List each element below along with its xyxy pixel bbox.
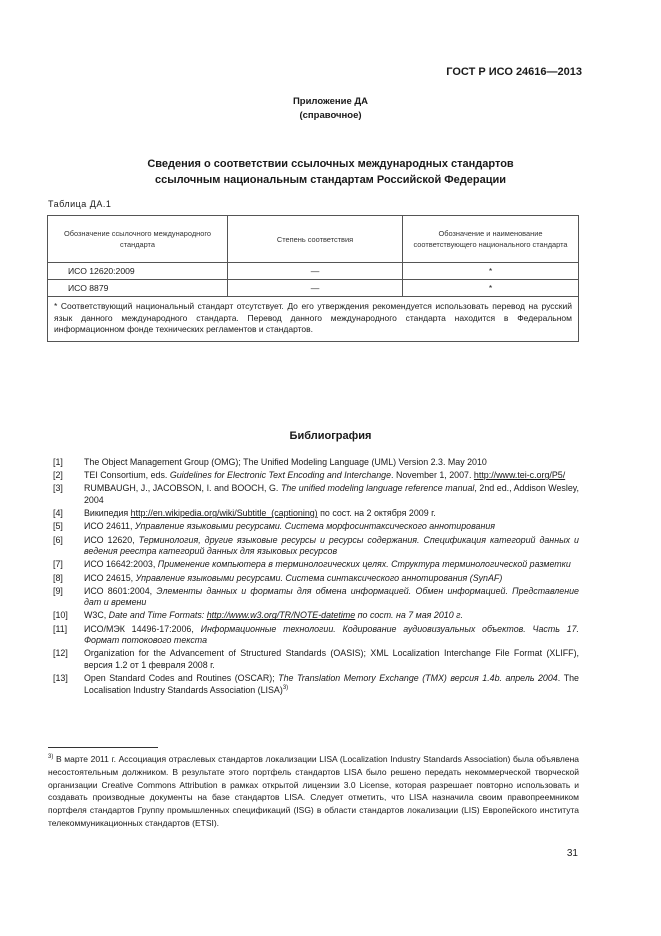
bibliography-text: The unified modeling language reference manual [280, 483, 475, 494]
header-degree-of-correspondence: Степень соответствия [228, 216, 403, 263]
table-cell: * [403, 263, 579, 280]
annex-heading [0, 95, 661, 123]
bibliography-entry-text [84, 586, 579, 609]
bibliography-entry-number: [3] [53, 483, 63, 494]
bibliography-entry-number: [1] [53, 457, 63, 467]
bibliography-entry-number: [10] [53, 610, 68, 621]
bibliography-entry-text [84, 470, 579, 482]
bibliography-text: The Translation Memory Exchange (TMX) версия 1.4b. апрель 2004 [278, 673, 558, 684]
bibliography-text: ИСО 24611, [84, 521, 135, 532]
bibliography-text: по сост. на 2 октября 2009 г. [317, 508, 436, 519]
bibliography-text: ИСО 8601:2004, [84, 585, 157, 596]
footnote-text: В марте 2011 г. Ассоциация отраслевых стандартов локализации LISA (Localization Industry Standards Association) была объявлена несостоятельным должником. В результате этого портфель стандартов LISA было решено передать некоммерческой творческой организации Creative Commons Attribution в рамках открытой лицензии 3.0 License, которая разрешает повторно использовать и создавать производные документы на базе стандартов LISA. Следует отметить, что LISA назначила своим правопреемником портфеля стандартов Группу промышленных спецификаций (ISG) в области стандартов локализации (LIS) Европейского института телекоммуникационных стандартов (ETSI). [48, 754, 579, 828]
annex-subtitle: (справочное) [299, 110, 362, 121]
bibliography-entry-text [84, 535, 579, 558]
section-title-line-2: ссылочным национальным стандартам Российской Федерации [154, 174, 507, 186]
bibliography-link[interactable]: http://en.wikipedia.org/wiki/Subtitle_(captioning) [130, 508, 318, 519]
bibliography-entry-text [84, 457, 579, 469]
bibliography-entry-number: [4] [53, 508, 63, 519]
table-cell: * [403, 280, 579, 297]
bibliography-entry [53, 508, 579, 520]
bibliography-entry [53, 573, 579, 585]
footnote-mark: 3) [48, 754, 54, 761]
bibliography-text: ИСО 16642:2003, [84, 559, 158, 570]
bibliography-entry [53, 648, 579, 671]
bibliography-text: Guidelines for Electronic Text Encoding and Interchange [169, 470, 392, 481]
bibliography-text: , 2nd ed., Addison Wesley, 2004 [84, 483, 580, 505]
table-label: Таблица ДА.1 [48, 199, 112, 209]
bibliography-entry-text [84, 648, 579, 671]
section-title-line-1: Сведения о соответствии ссылочных международных стандартов [147, 158, 514, 170]
bibliography-entry [53, 483, 579, 506]
table-row [48, 280, 579, 297]
bibliography-entry-text [84, 610, 579, 622]
table-note-row [48, 297, 579, 342]
bibliography-text: Date and Time Formats: [108, 610, 207, 621]
bibliography-entry [53, 559, 579, 571]
bibliography-link[interactable]: http://www.w3.org/TR/NOTE-datetime [206, 610, 356, 621]
bibliography-text: ИСО 24615, [84, 572, 136, 583]
bibliography-entry [53, 470, 579, 482]
bibliography-entry-text [84, 624, 579, 647]
page-number: 31 [566, 848, 578, 859]
bibliography-entry-number: [5] [53, 521, 63, 532]
bibliography-entry-number: [2] [53, 470, 63, 481]
bibliography-entry [53, 624, 579, 647]
footnote-separator [48, 747, 158, 748]
bibliography-text: Википедия [84, 508, 131, 519]
section-title [0, 156, 661, 188]
bibliography-list [53, 457, 579, 698]
bibliography-entry-number: [9] [53, 585, 63, 596]
table-header-row [48, 216, 579, 263]
footnote-reference: 3) [282, 684, 289, 691]
bibliography-entry-number: [8] [53, 572, 63, 583]
footnote [48, 753, 579, 830]
bibliography-entry [53, 610, 579, 622]
bibliography-text: Элементы данных и форматы для обмена информацией. Обмен информацией. Представление дат и времени [84, 585, 579, 608]
bibliography-entry [53, 457, 579, 469]
bibliography-text: RUMBAUGH, J., JACOBSON, I. and BOOCH, G. [84, 483, 281, 494]
bibliography-entry-number: [7] [53, 559, 63, 570]
bibliography-entry-text [84, 483, 579, 506]
bibliography-entry [53, 535, 579, 558]
bibliography-entry-number: [11] [53, 623, 68, 634]
table-cell: — [228, 280, 403, 297]
bibliography-text: Информационные технологии. Кодирование аудиовизуальных объектов. Часть 17. Формат потокового текста [84, 623, 579, 646]
bibliography-text: TEI Consortium, eds. [84, 470, 170, 481]
table-row [48, 263, 579, 280]
bibliography-text: Терминология, другие языковые ресурсы и ресурсы содержания. Спецификация категорий данных и ведения реестра категорий данных для языковых ресурсов [84, 534, 579, 557]
table-cell: — [228, 263, 403, 280]
header-international-standard: Обозначение ссылочного международного стандарта [48, 216, 228, 263]
bibliography-text: Open Standard Codes and Routines (OSCAR); [84, 673, 279, 684]
bibliography-entry-text [84, 521, 579, 533]
bibliography-link[interactable]: http://www.tei-c.org/P5/ [473, 470, 566, 481]
bibliography-text: . The Localisation Industry Standards Association (LISA) [84, 673, 579, 695]
bibliography-entry-number: [13] [53, 673, 68, 684]
standard-designation: ГОСТ Р ИСО 24616—2013 [446, 66, 582, 78]
bibliography-text: ИСО/МЭК 14496-17:2006, [84, 623, 201, 634]
bibliography-text: W3C, [84, 610, 109, 621]
bibliography-text: Organization for the Advancement of Structured Standards (OASIS); XML Localization Interchange File Format (XLIFF), версия 1.2 от 1 февраля 2008 г. [84, 648, 579, 671]
table-cell: ИСО 12620:2009 [48, 263, 228, 280]
annex-title: Приложение ДА [292, 96, 369, 107]
bibliography-text: по сост. на 7 мая 2010 г. [355, 610, 463, 621]
bibliography-entry-text [84, 573, 579, 585]
bibliography-entry [53, 521, 579, 533]
bibliography-entry-text [84, 508, 579, 520]
bibliography-title: Библиография [289, 430, 372, 442]
bibliography-entry-text [84, 673, 579, 696]
bibliography-entry-number: [12] [53, 648, 68, 659]
table-cell: ИСО 8879 [48, 280, 228, 297]
bibliography-text: Управление языковыми ресурсами. Система морфосинтаксического аннотирования [134, 521, 496, 532]
bibliography-entry-number: [6] [53, 534, 63, 545]
bibliography-text: Применение компьютера в терминологических целях. Структура терминологической разметки [157, 559, 571, 570]
correspondence-table [47, 215, 579, 342]
header-national-standard: Обозначение и наименование соответствующего национального стандарта [403, 216, 579, 263]
bibliography-text: Управление языковыми ресурсами. Система синтаксического аннотирования (SynAF) [135, 572, 503, 583]
bibliography-text: The Object Management Group (OMG); The Unified Modeling Language (UML) Version 2.3. May 2010 [84, 457, 487, 467]
bibliography-text: . November 1, 2007. [391, 470, 474, 481]
bibliography-entry [53, 586, 579, 609]
bibliography-entry-text [84, 559, 579, 571]
table-note: * Соответствующий национальный стандарт отсутствует. До его утверждения рекомендуется использовать перевод на русский язык данного международного стандарта. Перевод данного международного стандарта находится в Федеральном информационном фонде технических регламентов и стандартов. [48, 297, 579, 342]
bibliography-entry [53, 673, 579, 696]
bibliography-text: ИСО 12620, [84, 534, 139, 545]
